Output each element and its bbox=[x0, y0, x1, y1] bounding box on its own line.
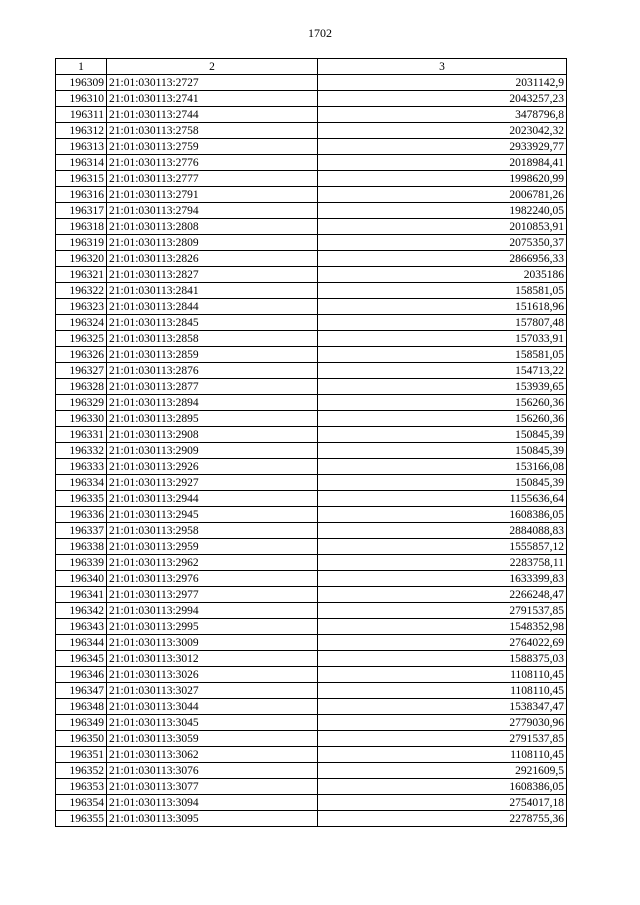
cadastral-number: 21:01:030113:3059 bbox=[107, 731, 318, 747]
cadastral-number: 21:01:030113:2876 bbox=[107, 363, 318, 379]
cadastral-number: 21:01:030113:2927 bbox=[107, 475, 318, 491]
cadastral-value: 2921609,5 bbox=[318, 763, 567, 779]
cadastral-value: 2006781,26 bbox=[318, 187, 567, 203]
table-row bbox=[56, 763, 567, 779]
cadastral-value: 153939,65 bbox=[318, 379, 567, 395]
cadastral-number: 21:01:030113:2859 bbox=[107, 347, 318, 363]
table-row bbox=[56, 475, 567, 491]
table-row bbox=[56, 523, 567, 539]
cadastral-value: 2754017,18 bbox=[318, 795, 567, 811]
row-number: 196319 bbox=[56, 235, 107, 251]
table-header bbox=[56, 59, 567, 75]
table-row bbox=[56, 683, 567, 699]
row-number: 196326 bbox=[56, 347, 107, 363]
table-row bbox=[56, 395, 567, 411]
table-row bbox=[56, 283, 567, 299]
table-row bbox=[56, 459, 567, 475]
header-row bbox=[56, 59, 567, 75]
cadastral-number: 21:01:030113:3094 bbox=[107, 795, 318, 811]
table-row bbox=[56, 107, 567, 123]
cadastral-number: 21:01:030113:3027 bbox=[107, 683, 318, 699]
row-number: 196330 bbox=[56, 411, 107, 427]
row-number: 196341 bbox=[56, 587, 107, 603]
table-row bbox=[56, 123, 567, 139]
cadastral-value: 2031142,9 bbox=[318, 75, 567, 91]
table-row bbox=[56, 267, 567, 283]
cadastral-value: 1538347,47 bbox=[318, 699, 567, 715]
table-row bbox=[56, 235, 567, 251]
row-number: 196335 bbox=[56, 491, 107, 507]
column-header-2: 2 bbox=[107, 59, 318, 75]
cadastral-value: 150845,39 bbox=[318, 475, 567, 491]
cadastral-number: 21:01:030113:2791 bbox=[107, 187, 318, 203]
cadastral-number: 21:01:030113:2877 bbox=[107, 379, 318, 395]
cadastral-number: 21:01:030113:2794 bbox=[107, 203, 318, 219]
table-row bbox=[56, 491, 567, 507]
table-row bbox=[56, 347, 567, 363]
cadastral-number: 21:01:030113:2827 bbox=[107, 267, 318, 283]
cadastral-number: 21:01:030113:2758 bbox=[107, 123, 318, 139]
table-row bbox=[56, 539, 567, 555]
table-row bbox=[56, 747, 567, 763]
row-number: 196318 bbox=[56, 219, 107, 235]
table-body bbox=[56, 75, 567, 827]
cadastral-number: 21:01:030113:2959 bbox=[107, 539, 318, 555]
cadastral-number: 21:01:030113:2908 bbox=[107, 427, 318, 443]
row-number: 196344 bbox=[56, 635, 107, 651]
row-number: 196329 bbox=[56, 395, 107, 411]
cadastral-value: 2866956,33 bbox=[318, 251, 567, 267]
cadastral-number: 21:01:030113:2944 bbox=[107, 491, 318, 507]
table-row bbox=[56, 571, 567, 587]
row-number: 196351 bbox=[56, 747, 107, 763]
cadastral-number: 21:01:030113:2759 bbox=[107, 139, 318, 155]
cadastral-number: 21:01:030113:2741 bbox=[107, 91, 318, 107]
cadastral-value: 1588375,03 bbox=[318, 651, 567, 667]
cadastral-value: 2075350,37 bbox=[318, 235, 567, 251]
cadastral-number: 21:01:030113:3076 bbox=[107, 763, 318, 779]
table-row bbox=[56, 635, 567, 651]
table-row bbox=[56, 715, 567, 731]
row-number: 196315 bbox=[56, 171, 107, 187]
table-row bbox=[56, 587, 567, 603]
row-number: 196317 bbox=[56, 203, 107, 219]
cadastral-value: 2023042,32 bbox=[318, 123, 567, 139]
cadastral-number: 21:01:030113:2909 bbox=[107, 443, 318, 459]
row-number: 196334 bbox=[56, 475, 107, 491]
table-row bbox=[56, 139, 567, 155]
cadastral-value: 2043257,23 bbox=[318, 91, 567, 107]
column-header-3: 3 bbox=[318, 59, 567, 75]
cadastral-value: 1608386,05 bbox=[318, 779, 567, 795]
row-number: 196325 bbox=[56, 331, 107, 347]
cadastral-number: 21:01:030113:2976 bbox=[107, 571, 318, 587]
table-row bbox=[56, 651, 567, 667]
cadastral-number: 21:01:030113:2809 bbox=[107, 235, 318, 251]
cadastral-value: 2791537,85 bbox=[318, 731, 567, 747]
row-number: 196314 bbox=[56, 155, 107, 171]
cadastral-value: 1155636,64 bbox=[318, 491, 567, 507]
row-number: 196342 bbox=[56, 603, 107, 619]
table-row bbox=[56, 427, 567, 443]
cadastral-number: 21:01:030113:2926 bbox=[107, 459, 318, 475]
cadastral-value: 158581,05 bbox=[318, 347, 567, 363]
row-number: 196310 bbox=[56, 91, 107, 107]
row-number: 196347 bbox=[56, 683, 107, 699]
row-number: 196328 bbox=[56, 379, 107, 395]
cadastral-number: 21:01:030113:2844 bbox=[107, 299, 318, 315]
table-row bbox=[56, 187, 567, 203]
cadastral-number: 21:01:030113:3012 bbox=[107, 651, 318, 667]
row-number: 196331 bbox=[56, 427, 107, 443]
table-row bbox=[56, 731, 567, 747]
cadastral-value: 1548352,98 bbox=[318, 619, 567, 635]
cadastral-value: 157033,91 bbox=[318, 331, 567, 347]
table-row bbox=[56, 363, 567, 379]
data-table bbox=[55, 58, 567, 827]
cadastral-number: 21:01:030113:2945 bbox=[107, 507, 318, 523]
cadastral-number: 21:01:030113:2894 bbox=[107, 395, 318, 411]
cadastral-number: 21:01:030113:2895 bbox=[107, 411, 318, 427]
cadastral-value: 1633399,83 bbox=[318, 571, 567, 587]
cadastral-number: 21:01:030113:3009 bbox=[107, 635, 318, 651]
row-number: 196313 bbox=[56, 139, 107, 155]
cadastral-value: 1555857,12 bbox=[318, 539, 567, 555]
cadastral-number: 21:01:030113:2744 bbox=[107, 107, 318, 123]
row-number: 196339 bbox=[56, 555, 107, 571]
cadastral-number: 21:01:030113:2727 bbox=[107, 75, 318, 91]
cadastral-value: 2035186 bbox=[318, 267, 567, 283]
row-number: 196332 bbox=[56, 443, 107, 459]
row-number: 196345 bbox=[56, 651, 107, 667]
table-row bbox=[56, 331, 567, 347]
row-number: 196312 bbox=[56, 123, 107, 139]
cadastral-number: 21:01:030113:3077 bbox=[107, 779, 318, 795]
table-row bbox=[56, 75, 567, 91]
table-row bbox=[56, 203, 567, 219]
cadastral-number: 21:01:030113:2958 bbox=[107, 523, 318, 539]
cadastral-value: 150845,39 bbox=[318, 443, 567, 459]
cadastral-number: 21:01:030113:2977 bbox=[107, 587, 318, 603]
row-number: 196355 bbox=[56, 811, 107, 827]
row-number: 196338 bbox=[56, 539, 107, 555]
table-row bbox=[56, 619, 567, 635]
table-row bbox=[56, 155, 567, 171]
row-number: 196354 bbox=[56, 795, 107, 811]
cadastral-number: 21:01:030113:2845 bbox=[107, 315, 318, 331]
cadastral-number: 21:01:030113:2994 bbox=[107, 603, 318, 619]
table-row bbox=[56, 91, 567, 107]
cadastral-number: 21:01:030113:2826 bbox=[107, 251, 318, 267]
row-number: 196333 bbox=[56, 459, 107, 475]
row-number: 196346 bbox=[56, 667, 107, 683]
cadastral-number: 21:01:030113:3095 bbox=[107, 811, 318, 827]
row-number: 196343 bbox=[56, 619, 107, 635]
table-row bbox=[56, 251, 567, 267]
row-number: 196352 bbox=[56, 763, 107, 779]
table-row bbox=[56, 667, 567, 683]
cadastral-number: 21:01:030113:2995 bbox=[107, 619, 318, 635]
cadastral-value: 2283758,11 bbox=[318, 555, 567, 571]
cadastral-number: 21:01:030113:3044 bbox=[107, 699, 318, 715]
table-row bbox=[56, 699, 567, 715]
cadastral-value: 151618,96 bbox=[318, 299, 567, 315]
cadastral-value: 1608386,05 bbox=[318, 507, 567, 523]
table-row bbox=[56, 315, 567, 331]
cadastral-value: 2266248,47 bbox=[318, 587, 567, 603]
cadastral-value: 153166,08 bbox=[318, 459, 567, 475]
cadastral-value: 2018984,41 bbox=[318, 155, 567, 171]
table-row bbox=[56, 779, 567, 795]
cadastral-value: 1982240,05 bbox=[318, 203, 567, 219]
cadastral-value: 150845,39 bbox=[318, 427, 567, 443]
cadastral-number: 21:01:030113:2841 bbox=[107, 283, 318, 299]
cadastral-value: 2764022,69 bbox=[318, 635, 567, 651]
cadastral-value: 2779030,96 bbox=[318, 715, 567, 731]
cadastral-number: 21:01:030113:2962 bbox=[107, 555, 318, 571]
row-number: 196311 bbox=[56, 107, 107, 123]
table-row bbox=[56, 795, 567, 811]
cadastral-value: 156260,36 bbox=[318, 395, 567, 411]
row-number: 196337 bbox=[56, 523, 107, 539]
cadastral-value: 2933929,77 bbox=[318, 139, 567, 155]
row-number: 196309 bbox=[56, 75, 107, 91]
cadastral-value: 154713,22 bbox=[318, 363, 567, 379]
cadastral-number: 21:01:030113:2777 bbox=[107, 171, 318, 187]
cadastral-number: 21:01:030113:3062 bbox=[107, 747, 318, 763]
cadastral-number: 21:01:030113:2858 bbox=[107, 331, 318, 347]
cadastral-value: 157807,48 bbox=[318, 315, 567, 331]
table-row bbox=[56, 811, 567, 827]
table-row bbox=[56, 411, 567, 427]
cadastral-number: 21:01:030113:3045 bbox=[107, 715, 318, 731]
row-number: 196348 bbox=[56, 699, 107, 715]
row-number: 196336 bbox=[56, 507, 107, 523]
row-number: 196322 bbox=[56, 283, 107, 299]
row-number: 196327 bbox=[56, 363, 107, 379]
row-number: 196316 bbox=[56, 187, 107, 203]
cadastral-value: 3478796,8 bbox=[318, 107, 567, 123]
cadastral-number: 21:01:030113:3026 bbox=[107, 667, 318, 683]
cadastral-value: 1108110,45 bbox=[318, 667, 567, 683]
table-row bbox=[56, 443, 567, 459]
page-number: 1702 bbox=[308, 26, 332, 40]
table-row bbox=[56, 603, 567, 619]
table-row bbox=[56, 507, 567, 523]
row-number: 196340 bbox=[56, 571, 107, 587]
row-number: 196324 bbox=[56, 315, 107, 331]
cadastral-value: 1998620,99 bbox=[318, 171, 567, 187]
cadastral-value: 2791537,85 bbox=[318, 603, 567, 619]
row-number: 196321 bbox=[56, 267, 107, 283]
cadastral-number: 21:01:030113:2808 bbox=[107, 219, 318, 235]
column-header-1: 1 bbox=[56, 59, 107, 75]
row-number: 196350 bbox=[56, 731, 107, 747]
table-row bbox=[56, 379, 567, 395]
row-number: 196323 bbox=[56, 299, 107, 315]
cadastral-value: 156260,36 bbox=[318, 411, 567, 427]
cadastral-value: 2010853,91 bbox=[318, 219, 567, 235]
table-row bbox=[56, 171, 567, 187]
cadastral-number: 21:01:030113:2776 bbox=[107, 155, 318, 171]
cadastral-value: 2884088,83 bbox=[318, 523, 567, 539]
cadastral-value: 2278755,36 bbox=[318, 811, 567, 827]
cadastral-value: 1108110,45 bbox=[318, 747, 567, 763]
cadastral-value: 1108110,45 bbox=[318, 683, 567, 699]
table-row bbox=[56, 299, 567, 315]
row-number: 196353 bbox=[56, 779, 107, 795]
row-number: 196349 bbox=[56, 715, 107, 731]
table-row bbox=[56, 555, 567, 571]
table-row bbox=[56, 219, 567, 235]
row-number: 196320 bbox=[56, 251, 107, 267]
cadastral-value: 158581,05 bbox=[318, 283, 567, 299]
